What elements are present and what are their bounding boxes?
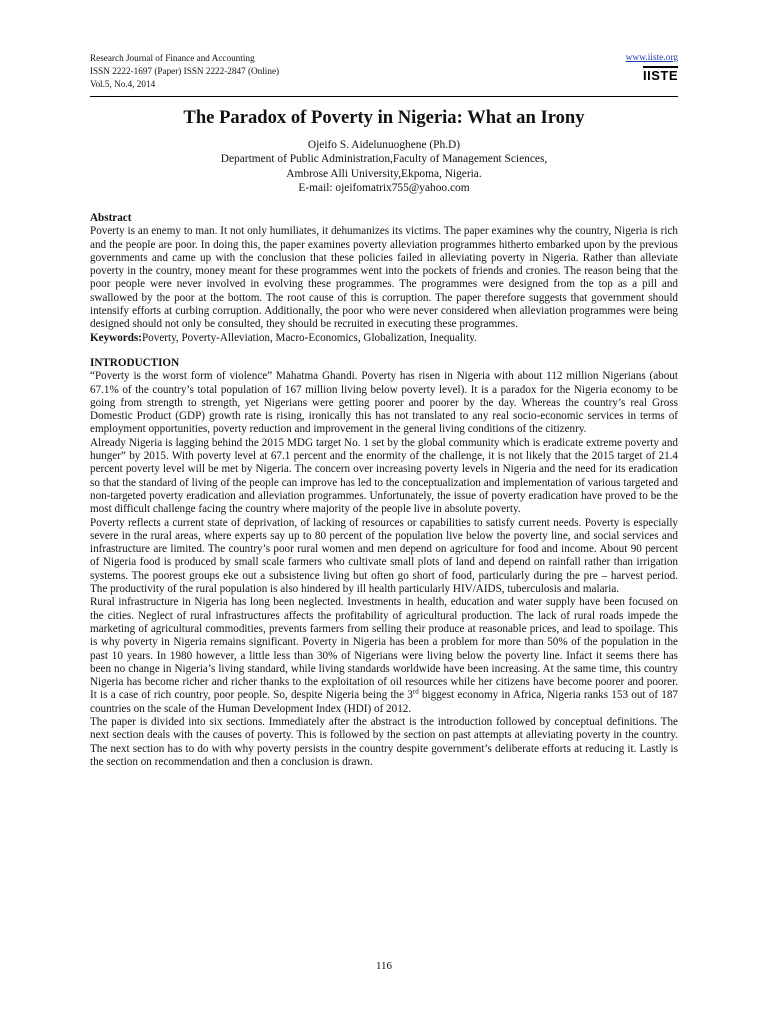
paper-title: The Paradox of Poverty in Nigeria: What an Irony [183,107,585,128]
author-university: Ambrose Alli University,Ekpoma, Nigeria. [286,167,482,180]
abstract-text: Poverty is an enemy to man. It not only humiliates, it dehumanizes its victims. The paper examines why the country, Nigeria is rich and the people are poor. In doing this, the paper examines poverty alleviation programmes hitherto embarked upon by the previous governments and came up with the conclusion that these policies failed in alleviating poverty in Nigeria. Rather than alleviate poverty in the country, money meant for these programmes went into the pockets of friends and cronies. The reason being that the poor people were never involved in evolving these programmes. The programmes were designed from the top as a pill and swallowed by the poor at the bottom. The root cause of this is corruption. The paper therefore suggests that government should intensify efforts at curbing corruption. Additionally, the poor who were never considered when alleviation programmes were being designed should not only be consulted, they should be recruited in executing these programmes. [90,225,678,331]
intro-paragraph-3: Poverty reflects a current state of deprivation, of lacking of resources or capabilities to satisfy current needs. Poverty is especially severe in the rural areas, where experts say up to 80 percent of the population live below the poverty line, and social services and infrastructure are limited. The country’s poor rural women and men depend on agriculture for food and income. About 90 percent of Nigeria food is produced by small scale farmers who cultivate small plots of land and depend on rainfall rather than irrigation systems. The poorest groups eke out a subsistence living but often go short of food, particularly during the pre – harvest period. The productivity of the rural population is also hindered by ill health particularly HIV/AIDS, tuberculosis and malaria. [90,516,678,596]
keywords-label: Keywords: [90,331,142,344]
keywords-line [90,332,678,345]
publisher-header [626,52,678,85]
paper-body [90,212,678,769]
intro-paragraph-4-part-b: biggest economy in Africa, Nigeria ranks 153 out of 187 countries on the scale of the Human Development Index (HDI) of 2012. [90,689,678,715]
intro-paragraph-2: Already Nigeria is lagging behind the 2015 MDG target No. 1 set by the global community which is eradicate extreme poverty and hunger” by 2015. With poverty level at 67.1 percent and the enormity of the challenge, it is not likely that the 2015 target of 21.4 percent poverty level will be met by Nigeria. The concern over increasing poverty levels in Nigeria and the need for its eradication so that the standard of living of the people can improve has led to the conceptualization and implementation of various targeted and non-targeted poverty eradication and alleviation programmes. Unfortunately, the issue of poverty eradication have proved to be the most difficult challenge facing the country where majority of the people live in absolute poverty. [90,436,678,516]
intro-paragraph-4-part-a: Rural infrastructure in Nigeria has long been neglected. Investments in health, education and water supply have been focused on the cities. Neglect of rural infrastructures affects the profitability of agricultural production. The lack of rural roads impede the marketing of agricultural commodities, prevents farmers from selling their produce at reasonable prices, and lead to spoilage. This is why poverty in Nigeria remains significant. Poverty in Nigeria has been a problem for more than 50% of the population in the past 10 years. In 1980 however, a little less than 30% of Nigerians were living below the poverty line. Infact it seems there has been no change in Nigeria’s living standard, while living standards worldwide have been increasing. At the same time, this country Nigeria has become richer and richer thanks to the exploitation of oil resources while her citizens have become poorer and poorer. It is a case of rich country, poor people. So, despite Nigeria being the 3 [90,596,678,702]
publisher-url-link[interactable]: www.iiste.org [625,53,678,63]
intro-paragraph-4 [90,596,678,716]
keywords-text: Poverty, Poverty-Alleviation, Macro-Economics, Globalization, Inequality. [141,331,477,344]
author-block [90,138,678,195]
journal-volume: Vol.5, No.4, 2014 [90,79,156,89]
author-name: Ojeifo S. Aidelunuoghene (Ph.D) [307,139,461,151]
journal-name: Research Journal of Finance and Accounting [90,53,255,63]
journal-header [90,52,279,91]
page-number: 116 [375,960,393,972]
iiste-logo: IISTE [642,68,678,83]
journal-issn: ISSN 2222-1697 (Paper) ISSN 2222-2847 (Online) [90,66,280,76]
introduction-heading: INTRODUCTION [90,356,180,369]
author-email: E-mail: ojeifomatrix755@yahoo.com [298,181,470,194]
author-department: Department of Public Administration,Faculty of Management Sciences, [220,153,548,166]
superscript-rd: rd [412,687,419,696]
intro-paragraph-1: “Poverty is the worst form of violence” Mahatma Ghandi. Poverty has risen in Nigeria with about 112 million Nigerians (about 67.1% of the country’s total population of 167 million living below poverty level). It is a paradox for the Nigeria economy to be going from strength to strength, yet Nigerians were getting poorer and poorer by the day. Whereas the country’s real Gross Domestic Product (GDP) growth rate is rising, ironically this has not translated to any real socio-economic services in terms of employment opportunities, poverty reduction and improvement in the general living conditions of the citizenry. [90,370,678,436]
intro-paragraph-5: The paper is divided into six sections. Immediately after the abstract is the introduction followed by conceptual definitions. The next section deals with the causes of poverty. This is followed by the section on past attempts at alleviating poverty in the country. The next section has to do with why poverty persists in the country despite government’s deliberate efforts at reducing it. Lastly is the section on recommendation and then a conclusion is drawn. [90,715,678,768]
header-rule [90,96,678,97]
abstract-heading: Abstract [90,212,132,224]
